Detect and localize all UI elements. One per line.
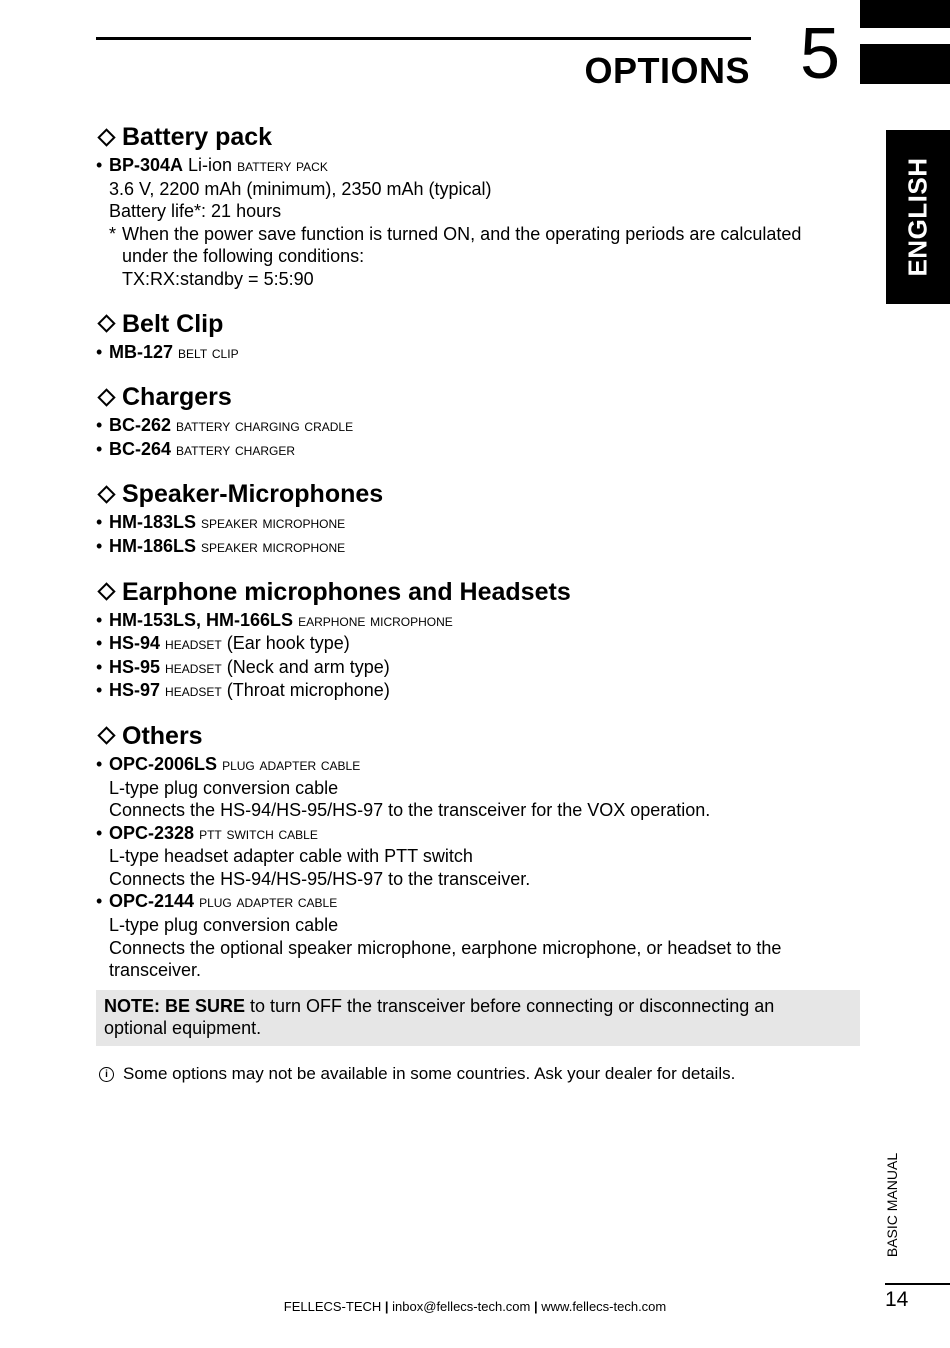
chapter-number: 5 [800, 14, 841, 94]
footer-separator: | [384, 1299, 389, 1314]
page-number-rule [885, 1283, 950, 1285]
note-label: NOTE: BE SURE [104, 995, 246, 1016]
model-name: BC-264 [109, 438, 172, 459]
section-heading: Others [96, 719, 860, 753]
bullet-icon: • [96, 633, 103, 654]
bullet-icon: • [96, 680, 103, 701]
model-desc: belt clip [178, 342, 239, 362]
item-detail: transceiver. [109, 960, 202, 981]
bullet-icon: • [96, 535, 103, 556]
model-name: HS-95 [109, 656, 161, 677]
footer-website[interactable]: www.fellecs-tech.com [541, 1299, 667, 1314]
item-detail: Connects the optional speaker microphone, earphone microphone, or headset to the [109, 937, 782, 958]
list-item [96, 609, 860, 633]
info-text: Some options may not be available in some countries. Ask your dealer for details. [123, 1064, 736, 1084]
model-name: BC-262 [109, 415, 172, 436]
model-name: OPC-2328 [109, 822, 195, 843]
model-desc: earphone microphone [298, 610, 453, 630]
footer-company: FELLECS-TECH [283, 1299, 382, 1314]
item-detail: L-type plug conversion cable [109, 915, 339, 936]
item-detail: Connects the HS-94/HS-95/HS-97 to the transceiver. [109, 868, 531, 889]
info-note [96, 1063, 860, 1085]
spec-line: Battery life*: 21 hours [109, 201, 282, 222]
footnote-line: under the following conditions: [122, 246, 365, 267]
list-item [96, 890, 860, 914]
list-item [96, 438, 860, 462]
section-earphones-headsets [96, 575, 860, 703]
model-name: MB-127 [109, 341, 174, 362]
list-item [96, 679, 860, 703]
section-battery-pack [96, 120, 860, 291]
diamond-icon [97, 582, 115, 600]
section-heading: Chargers [96, 380, 860, 414]
item-detail: L-type headset adapter cable with PTT switch [109, 846, 473, 867]
diamond-icon [97, 485, 115, 503]
footer [0, 1299, 950, 1314]
section-speaker-microphones [96, 477, 860, 558]
main-content [96, 120, 860, 1085]
model-desc: plug adapter cable [222, 754, 361, 774]
section-heading: Battery pack [96, 120, 860, 154]
bullet-icon: • [96, 656, 103, 677]
model-name: OPC-2144 [109, 891, 195, 912]
chapter-tab-bar [860, 44, 950, 84]
model-desc-plain: Li-ion [188, 155, 233, 175]
footnote-line: TX:RX:standby = 5:5:90 [122, 268, 314, 289]
bullet-icon: • [96, 822, 103, 843]
bullet-icon: • [96, 512, 103, 533]
model-extra: (Throat microphone) [226, 680, 390, 701]
page-number: 14 [885, 1288, 909, 1311]
chapter-title: OPTIONS [584, 50, 750, 91]
diamond-icon [97, 128, 115, 146]
section-chargers [96, 380, 860, 461]
list-item [96, 154, 860, 178]
info-icon: i [99, 1067, 114, 1082]
model-desc: battery charging cradle [176, 416, 354, 436]
list-item [96, 341, 860, 365]
model-name: HS-97 [109, 680, 161, 701]
list-item [96, 511, 860, 535]
section-heading: Earphone microphones and Headsets [96, 575, 860, 609]
model-extra: (Ear hook type) [226, 633, 350, 654]
model-desc: headset [165, 681, 222, 701]
section-others [96, 719, 860, 982]
diamond-icon [97, 727, 115, 745]
model-desc: speaker microphone [201, 513, 346, 533]
section-heading: Speaker-Microphones [96, 477, 860, 511]
language-tab [886, 130, 950, 304]
list-item [96, 414, 860, 438]
side-label: BASIC MANUAL [884, 1152, 900, 1258]
item-detail: Connects the HS-94/HS-95/HS-97 to the transceiver for the VOX operation. [109, 800, 711, 821]
footer-separator: | [534, 1299, 538, 1314]
model-desc: battery charger [176, 439, 296, 459]
list-item [96, 753, 860, 777]
language-tab-label: ENGLISH [902, 157, 933, 277]
model-desc: speaker microphone [201, 536, 346, 556]
note-box [96, 990, 860, 1046]
model-name: BP-304A [109, 155, 184, 175]
model-extra: (Neck and arm type) [226, 656, 390, 677]
footer-email[interactable]: inbox@fellecs-tech.com [392, 1299, 531, 1314]
model-desc: headset [165, 634, 222, 654]
model-desc: ptt switch cable [199, 823, 318, 843]
spec-line: 3.6 V, 2200 mAh (minimum), 2350 mAh (typical) [109, 178, 492, 199]
model-name: HM-183LS [109, 512, 197, 533]
section-belt-clip [96, 307, 860, 365]
diamond-icon [97, 314, 115, 332]
item-detail: L-type plug conversion cable [109, 777, 339, 798]
note-text: to turn OFF the transceiver before connecting or disconnecting an [245, 995, 775, 1016]
bullet-icon: • [96, 415, 103, 436]
model-name: HM-153LS, HM-166LS [109, 609, 294, 630]
list-item [96, 656, 860, 680]
model-desc: plug adapter cable [199, 892, 338, 912]
bullet-icon: • [96, 609, 103, 630]
bullet-icon: • [96, 753, 103, 774]
list-item [96, 822, 860, 846]
section-heading: Belt Clip [96, 307, 860, 341]
model-name: OPC-2006LS [109, 753, 218, 774]
list-item [96, 632, 860, 656]
bullet-icon: • [96, 155, 103, 175]
bullet-icon: • [96, 891, 103, 912]
model-desc: battery pack [237, 156, 328, 175]
bullet-icon: • [96, 438, 103, 459]
model-desc: headset [165, 657, 222, 677]
model-name: HS-94 [109, 633, 161, 654]
footnote-line: * When the power save function is turned ON, and the operating periods are calculated [109, 223, 802, 244]
header-rule [96, 37, 751, 40]
model-name: HM-186LS [109, 535, 197, 556]
chapter-tab-bar-top [860, 0, 950, 28]
note-text-continued: optional equipment. [104, 1018, 262, 1039]
diamond-icon [97, 388, 115, 406]
bullet-icon: • [96, 341, 103, 362]
list-item [96, 535, 860, 559]
